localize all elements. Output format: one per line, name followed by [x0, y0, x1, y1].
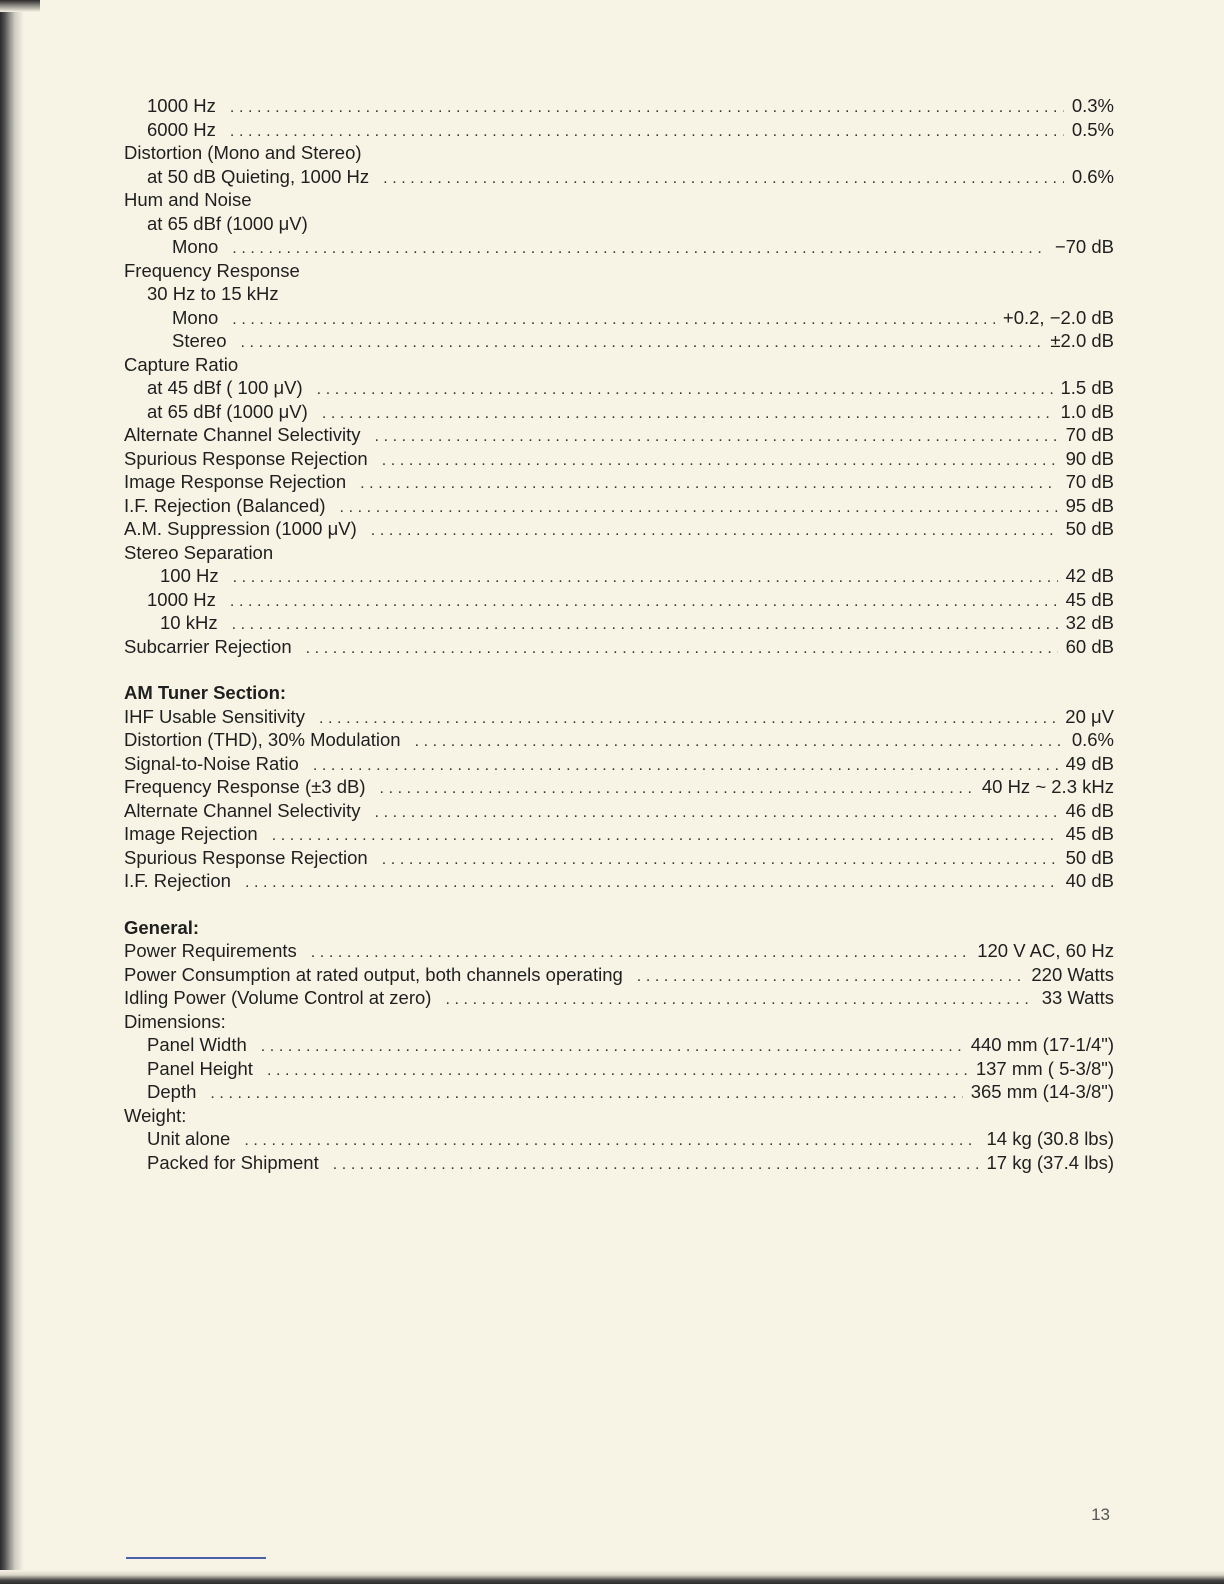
spec-row — [124, 306, 1114, 330]
spec-row — [124, 165, 1114, 189]
spec-value: 120 V AC, 60 Hz — [977, 940, 1114, 961]
spec-row — [124, 822, 1114, 846]
spec-row — [124, 799, 1114, 823]
spec-row — [124, 1104, 1114, 1128]
page-binding-shadow — [0, 0, 24, 1584]
spec-row — [124, 986, 1114, 1010]
spec-row — [124, 235, 1114, 259]
spec-label: Panel Height — [147, 1057, 253, 1079]
spec-label: 6000 Hz — [147, 118, 216, 140]
spec-value: 220 Watts — [1031, 963, 1114, 985]
dot-leader — [306, 637, 1058, 661]
spec-label: IHF Usable Sensitivity — [124, 705, 305, 727]
spec-value: 49 dB — [1065, 752, 1114, 774]
spec-label: Capture Ratio — [124, 353, 239, 375]
spec-row — [124, 635, 1114, 659]
spec-label: A.M. Suppression (1000 μV) — [124, 518, 357, 539]
spec-row — [124, 705, 1114, 729]
dot-leader — [333, 1153, 979, 1177]
page-bottom-edge-shadow — [0, 1570, 1224, 1584]
dot-leader — [340, 496, 1058, 520]
spec-row — [124, 1033, 1114, 1057]
spec-label: at 65 dBf (1000 μV) — [147, 212, 308, 234]
spec-list — [124, 94, 1114, 1174]
spec-row — [124, 400, 1114, 424]
spec-label: Panel Width — [147, 1034, 247, 1055]
spec-label: 100 Hz — [160, 565, 219, 586]
dot-leader — [210, 1082, 962, 1106]
spec-value: 42 dB — [1065, 565, 1114, 586]
spec-label: Power Requirements — [124, 940, 297, 961]
spec-row — [124, 353, 1114, 377]
bottom-underline-mark — [126, 1557, 266, 1559]
dot-leader — [230, 120, 1064, 144]
spec-row — [124, 1057, 1114, 1081]
section-heading — [124, 681, 1114, 705]
dot-leader — [383, 167, 1064, 191]
dot-leader — [319, 707, 1057, 731]
page-number: 13 — [1091, 1505, 1110, 1524]
spec-value: 60 dB — [1065, 635, 1114, 657]
spec-value: 95 dB — [1065, 494, 1114, 516]
dot-leader — [233, 566, 1058, 590]
spec-row — [124, 376, 1114, 400]
spec-value: 50 dB — [1065, 518, 1114, 539]
dot-leader — [245, 871, 1058, 895]
spec-row — [124, 1151, 1114, 1175]
spec-label: Distortion (THD), 30% Modulation — [124, 729, 401, 750]
section-heading — [124, 916, 1114, 940]
dot-leader — [382, 848, 1058, 872]
spec-row — [124, 447, 1114, 471]
dot-leader — [241, 331, 1043, 355]
spec-label: Unit alone — [147, 1128, 231, 1149]
spec-value: 70 dB — [1065, 471, 1114, 492]
spec-label: Hum and Noise — [124, 189, 252, 210]
spec-label: Stereo — [172, 330, 227, 351]
spec-row — [124, 728, 1114, 752]
spec-label: Subcarrier Rejection — [124, 635, 292, 657]
spec-row — [124, 141, 1114, 165]
spec-row — [124, 188, 1114, 212]
section-heading-label: General: — [124, 916, 200, 938]
spec-value: 440 mm (17-1/4") — [970, 1034, 1114, 1055]
spec-value: 50 dB — [1065, 846, 1114, 868]
spec-row — [124, 588, 1114, 612]
spec-value: 33 Watts — [1041, 987, 1114, 1008]
dot-leader — [360, 472, 1058, 496]
section-gap — [124, 658, 1114, 681]
page-top-corner-shadow — [0, 0, 40, 12]
spec-value: 0.6% — [1071, 729, 1114, 750]
dot-leader — [313, 754, 1058, 778]
spec-label: Dimensions: — [124, 1010, 226, 1032]
dot-leader — [317, 378, 1053, 402]
spec-value: 0.5% — [1071, 118, 1114, 140]
spec-label: Signal-to-Noise Ratio — [124, 752, 299, 774]
dot-leader — [267, 1059, 968, 1083]
spec-label: I.F. Rejection — [124, 870, 231, 891]
spec-label: Frequency Response (±3 dB) — [124, 776, 366, 797]
spec-value: 137 mm ( 5-3/8") — [975, 1057, 1114, 1079]
spec-label: Weight: — [124, 1104, 187, 1126]
spec-value: 45 dB — [1065, 588, 1114, 610]
spec-label: Depth — [147, 1081, 197, 1102]
spec-value: 32 dB — [1065, 612, 1114, 633]
spec-label: Image Response Rejection — [124, 471, 347, 492]
spec-value: 46 dB — [1065, 799, 1114, 821]
spec-row — [124, 494, 1114, 518]
spec-value: 1.0 dB — [1060, 400, 1114, 422]
spec-row — [124, 259, 1114, 283]
spec-label: at 45 dBf ( 100 μV) — [147, 377, 303, 398]
spec-row — [124, 846, 1114, 870]
spec-label: Mono — [172, 306, 219, 328]
dot-leader — [375, 801, 1058, 825]
dot-leader — [322, 402, 1053, 426]
spec-row — [124, 775, 1114, 799]
spec-label: Mono — [172, 236, 219, 257]
dot-leader — [230, 590, 1058, 614]
dot-leader — [261, 1035, 963, 1059]
spec-label: Alternate Channel Selectivity — [124, 799, 361, 821]
spec-row — [124, 1080, 1114, 1104]
spec-label: 30 Hz to 15 kHz — [147, 283, 279, 304]
spec-value: 365 mm (14-3/8") — [970, 1081, 1114, 1102]
spec-label: at 65 dBf (1000 μV) — [147, 400, 308, 422]
dot-leader — [382, 449, 1058, 473]
spec-label: 10 kHz — [160, 612, 218, 633]
section-gap — [124, 893, 1114, 916]
spec-row — [124, 611, 1114, 635]
spec-row — [124, 1127, 1114, 1151]
spec-label: Spurious Response Rejection — [124, 447, 368, 469]
spec-row — [124, 963, 1114, 987]
spec-value: 45 dB — [1065, 823, 1114, 844]
spec-label: Image Rejection — [124, 823, 258, 844]
spec-label: 1000 Hz — [147, 588, 216, 610]
spec-value: 0.6% — [1071, 165, 1114, 187]
spec-label: Stereo Separation — [124, 541, 274, 563]
spec-row — [124, 869, 1114, 893]
spec-value: −70 dB — [1054, 236, 1114, 257]
dot-leader — [272, 824, 1058, 848]
dot-leader — [637, 965, 1024, 989]
spec-label: Packed for Shipment — [147, 1151, 319, 1173]
spec-label: Distortion (Mono and Stereo) — [124, 142, 362, 163]
spec-row — [124, 752, 1114, 776]
spec-row — [124, 564, 1114, 588]
spec-label: Spurious Response Rejection — [124, 846, 368, 868]
dot-leader — [232, 308, 995, 332]
spec-value: 14 kg (30.8 lbs) — [986, 1128, 1114, 1149]
spec-value: 20 μV — [1065, 705, 1114, 727]
spec-row — [124, 118, 1114, 142]
spec-row — [124, 541, 1114, 565]
spec-row — [124, 329, 1114, 353]
dot-leader — [311, 941, 969, 965]
spec-label: Idling Power (Volume Control at zero) — [124, 987, 432, 1008]
dot-leader — [375, 425, 1058, 449]
dot-leader — [371, 519, 1058, 543]
spec-value: ±2.0 dB — [1050, 330, 1114, 351]
dot-leader — [415, 730, 1064, 754]
spec-value: +0.2, −2.0 dB — [1002, 306, 1114, 328]
spec-row — [124, 517, 1114, 541]
spec-label: at 50 dB Quieting, 1000 Hz — [147, 165, 370, 187]
spec-value: 40 dB — [1065, 870, 1114, 891]
spec-value: 70 dB — [1065, 424, 1114, 445]
spec-value: 0.3% — [1071, 95, 1114, 116]
dot-leader — [380, 777, 974, 801]
spec-row — [124, 1010, 1114, 1034]
dot-leader — [230, 96, 1064, 120]
dot-leader — [445, 988, 1033, 1012]
spec-row — [124, 94, 1114, 118]
spec-row — [124, 212, 1114, 236]
spec-value: 90 dB — [1065, 447, 1114, 469]
spec-row — [124, 939, 1114, 963]
spec-row — [124, 282, 1114, 306]
dot-leader — [244, 1129, 978, 1153]
spec-label: Power Consumption at rated output, both channels operating — [124, 963, 623, 985]
spec-value: 1.5 dB — [1060, 377, 1114, 398]
spec-label: Alternate Channel Selectivity — [124, 424, 361, 445]
spec-label: 1000 Hz — [147, 95, 216, 116]
spec-value: 40 Hz ~ 2.3 kHz — [981, 776, 1114, 797]
spec-value: 17 kg (37.4 lbs) — [986, 1151, 1114, 1173]
spec-row — [124, 470, 1114, 494]
spec-label: I.F. Rejection (Balanced) — [124, 494, 326, 516]
spec-row — [124, 423, 1114, 447]
section-heading-label: AM Tuner Section: — [124, 682, 287, 703]
dot-leader — [232, 237, 1047, 261]
dot-leader — [232, 613, 1058, 637]
spec-label: Frequency Response — [124, 259, 300, 281]
